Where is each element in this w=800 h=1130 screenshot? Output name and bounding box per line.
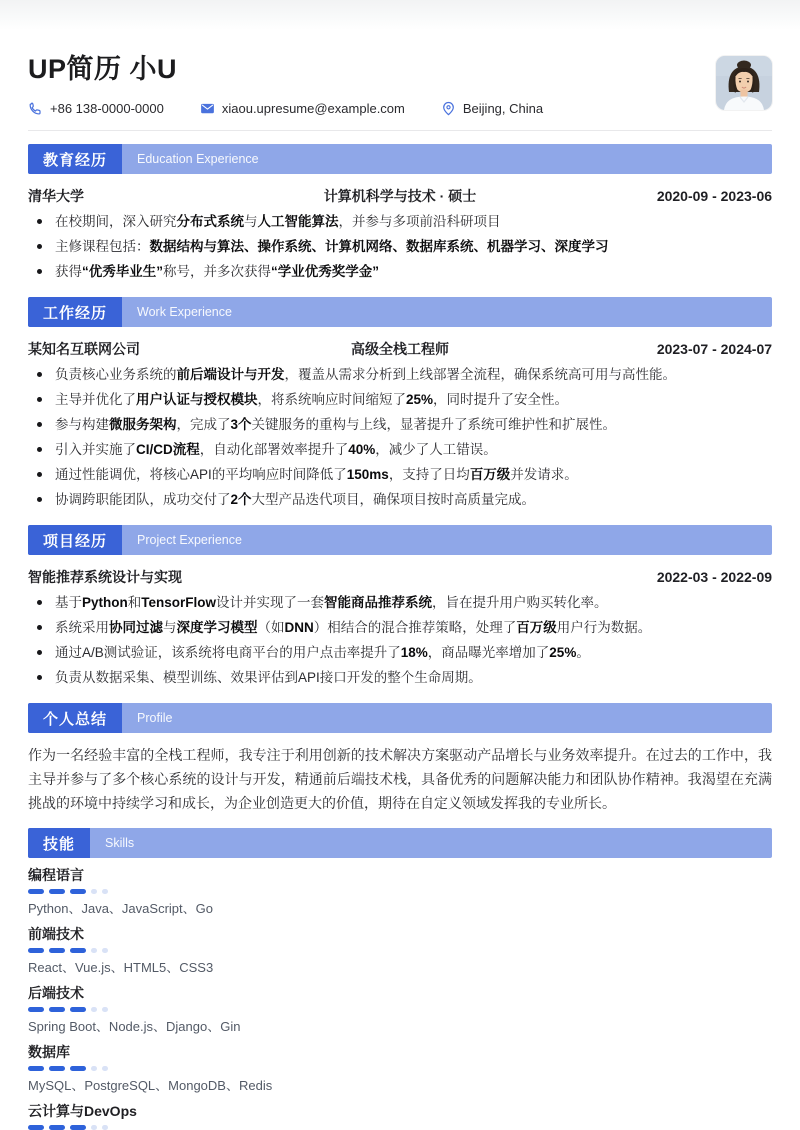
header-divider: [28, 130, 772, 131]
skill-label: 前端技术: [28, 926, 84, 942]
skill-pill-empty: [91, 1125, 97, 1130]
skill-pill-filled: [28, 1007, 44, 1012]
entry-date: 2022-03 - 2022-09: [656, 569, 773, 585]
skill-pill-filled: [49, 948, 65, 953]
profile-title-zh: 个人总结: [28, 703, 122, 733]
bullet-item: 主导并优化了用户认证与授权模块，将系统响应时间缩短了25%，同时提升了安全性。: [28, 387, 772, 412]
phone-icon: [28, 101, 43, 116]
skill-category: [28, 1044, 772, 1094]
work-bullets: [28, 362, 772, 512]
skill-pill-empty: [102, 948, 108, 953]
work-title-en: Work Experience: [137, 305, 232, 319]
bullet-item: 引入并实施了CI/CD流程，自动化部署效率提升了40%，减少了人工错误。: [28, 437, 772, 462]
education-section-header: [28, 144, 772, 174]
bullet-item: 系统采用协同过滤与深度学习模型（如DNN）相结合的混合推荐策略，处理了百万级用户行为数据。: [28, 615, 772, 640]
profile-photo-illustration: [716, 56, 772, 110]
skill-category: [28, 867, 772, 917]
skill-items: Spring Boot、Node.js、Django、Gin: [28, 1019, 241, 1034]
skill-label: 编程语言: [28, 867, 84, 883]
page-title: UP简历 小U: [28, 54, 178, 84]
skill-label: 云计算与DevOps: [28, 1103, 137, 1119]
contact-row: [28, 98, 543, 118]
entry-secondary: 高级全栈工程师: [351, 341, 449, 357]
bullet-item: 在校期间，深入研究分布式系统与人工智能算法，并参与多项前沿科研项目: [28, 209, 772, 234]
skills-title-en: Skills: [105, 836, 135, 850]
education-body: [28, 186, 772, 284]
profile-photo: [716, 56, 772, 110]
contact-text: +86 138-0000-0000: [50, 100, 164, 116]
project-section-header: [28, 525, 772, 555]
skill-items: React、Vue.js、HTML5、CSS3: [28, 960, 214, 975]
skill-level-bar: [28, 1125, 772, 1130]
bullet-item: 通过性能调优，将核心API的平均响应时间降低了150ms，支持了日均百万级并发请求。: [28, 462, 772, 487]
skill-pill-filled: [70, 1066, 86, 1071]
skills-title-zh: 技能: [28, 828, 90, 858]
skill-pill-filled: [49, 1125, 65, 1130]
skill-pill-empty: [102, 1007, 108, 1012]
bullet-item: 通过A/B测试验证，该系统将电商平台的用户点击率提升了18%，商品曝光率增加了25%。: [28, 640, 772, 665]
skill-level-bar: [28, 1007, 772, 1012]
skill-pill-filled: [70, 1007, 86, 1012]
bullet-item: 获得“优秀毕业生”称号，并多次获得“学业优秀奖学金”: [28, 259, 772, 284]
skill-pill-filled: [70, 948, 86, 953]
project-title-zh: 项目经历: [28, 525, 122, 555]
entry-primary: 清华大学: [28, 188, 84, 204]
profile-paragraph: 作为一名经验丰富的全栈工程师，我专注于利用创新的技术解决方案驱动产品增长与业务效率提升。在过去的工作中，我主导并参与了多个核心系统的设计与开发，精通前后端技术栈，具备优秀的问题解决能力和团队协作精神。我渴望在充满挑战的环境中持续学习和成长，为企业创造更大的价值，期待在自定义领域发挥我的专业所长。: [28, 747, 772, 811]
skill-items: Python、Java、JavaScript、Go: [28, 901, 213, 916]
bullet-item: 基于Python和TensorFlow设计并实现了一套智能商品推荐系统，旨在提升用户购买转化率。: [28, 590, 772, 615]
entry-secondary: 计算机科学与技术 · 硕士: [323, 188, 477, 204]
contact-text: xiaou.upresume@example.com: [221, 100, 405, 116]
section-education: [28, 144, 772, 284]
project-body: [28, 567, 772, 690]
skill-pill-filled: [70, 889, 86, 894]
skill-level-bar: [28, 1066, 772, 1071]
skill-pill-empty: [91, 948, 97, 953]
education-bullets: [28, 209, 772, 284]
skill-pill-filled: [28, 948, 44, 953]
skill-pill-empty: [102, 1125, 108, 1130]
entry-secondary: [235, 567, 566, 587]
skill-pill-empty: [91, 1007, 97, 1012]
resume-header: [28, 30, 772, 118]
bullet-item: 主修课程包括：数据结构与算法、操作系统、计算机网络、数据库系统、机器学习、深度学习: [28, 234, 772, 259]
skill-pill-filled: [28, 889, 44, 894]
skill-label: 数据库: [28, 1044, 70, 1060]
education-title-zh: 教育经历: [28, 144, 122, 174]
bullet-item: 协调跨职能团队，成功交付了2个大型产品迭代项目，确保项目按时高质量完成。: [28, 487, 772, 512]
work-entry-head: [28, 339, 772, 359]
contact-email: [200, 101, 405, 116]
work-section-header: [28, 297, 772, 327]
section-work: [28, 297, 772, 512]
skill-level-bar: [28, 889, 772, 894]
resume-sheet: [0, 30, 800, 1130]
email-icon: [200, 101, 215, 116]
skill-pill-empty: [102, 1066, 108, 1071]
skills-body: [28, 867, 772, 1130]
contact-location: [441, 101, 543, 116]
contact-text: Beijing, China: [462, 100, 544, 116]
bullet-item: 参与构建微服务架构，完成了3个关键服务的重构与上线，显著提升了系统可维护性和扩展性。: [28, 412, 772, 437]
work-title-zh: 工作经历: [28, 297, 122, 327]
skills-section-header: [28, 828, 772, 858]
skill-category: [28, 985, 772, 1035]
entry-date: 2023-07 - 2024-07: [656, 341, 773, 357]
project-entry-head: [28, 567, 772, 587]
profile-section-header: [28, 703, 772, 733]
header-left: [28, 52, 543, 118]
skill-pill-filled: [49, 889, 65, 894]
section-profile: [28, 703, 772, 815]
bullet-item: 负责从数据采集、模型训练、效果评估到API接口开发的整个生命周期。: [28, 665, 772, 690]
entry-primary: 某知名互联网公司: [28, 341, 140, 357]
skill-pill-filled: [28, 1066, 44, 1071]
skill-category: [28, 1103, 772, 1130]
entry-primary: 智能推荐系统设计与实现: [28, 569, 182, 585]
entry-date: 2020-09 - 2023-06: [656, 188, 773, 204]
profile-title-en: Profile: [137, 711, 173, 725]
education-title-en: Education Experience: [137, 152, 259, 166]
section-project: [28, 525, 772, 690]
work-body: [28, 339, 772, 512]
skill-pill-filled: [49, 1007, 65, 1012]
education-entry-head: [28, 186, 772, 206]
skill-pill-filled: [28, 1125, 44, 1130]
section-skills: [28, 828, 772, 1130]
project-bullets: [28, 590, 772, 690]
page-top-band: [0, 0, 800, 30]
location-icon: [441, 101, 456, 116]
skill-pill-filled: [70, 1125, 86, 1130]
skill-pill-empty: [91, 1066, 97, 1071]
contact-phone: [28, 101, 164, 116]
skill-pill-empty: [102, 889, 108, 894]
skill-pill-filled: [49, 1066, 65, 1071]
project-title-en: Project Experience: [137, 533, 242, 547]
skill-pill-empty: [91, 889, 97, 894]
skill-level-bar: [28, 948, 772, 953]
skill-category: [28, 926, 772, 976]
skill-items: MySQL、PostgreSQL、MongoDB、Redis: [28, 1078, 273, 1093]
bullet-item: 负责核心业务系统的前后端设计与开发，覆盖从需求分析到上线部署全流程，确保系统高可用与高性能。: [28, 362, 772, 387]
skill-label: 后端技术: [28, 985, 84, 1001]
